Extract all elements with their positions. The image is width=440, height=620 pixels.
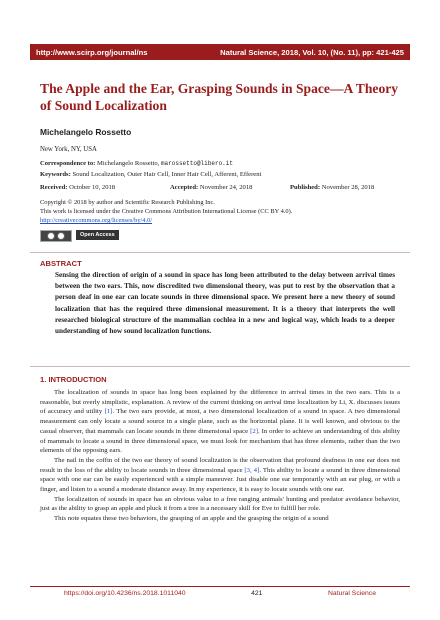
author-name: Michelangelo Rossetto — [40, 127, 132, 137]
correspondence-email[interactable]: marossetto@libero.it — [160, 160, 233, 167]
introduction-body — [40, 388, 400, 524]
journal-url[interactable]: http://www.scirp.org/journal/ns — [36, 47, 148, 57]
paragraph-text: The localization of sounds in space has long been explained by the difference in arrival times in the two ears. This is a reasonable, but overly simplistic, explanation. A review of the current thinking on arrival time localization by Li, X. discusses issues of accuracy and utility — [40, 389, 400, 416]
open-access-badge: Open Access — [76, 230, 119, 240]
journal-header-bar — [30, 44, 410, 60]
paragraph — [40, 456, 400, 495]
received-label: Received: — [40, 184, 68, 191]
journal-name: Natural Science — [328, 590, 376, 597]
keywords-line — [40, 170, 410, 180]
paragraph: This note equates these two behaviors, the grasping of an apple and the grasping the origin of a sound — [54, 515, 329, 523]
license-link[interactable]: http://creativecommons.org/licenses/by/4.0/ — [40, 217, 153, 224]
paragraph-text: . This ability to locate a sound in three dimensional space with one ear can be easily experienced with a simple maneuver. Just disable one ear temporarily with an ear plug, or with a finger, and listen to a sound a moderate distance away. In my experience, it is easy to locate sounds with one ear. — [40, 466, 400, 494]
abstract-heading: ABSTRACT — [40, 259, 82, 268]
abstract-top-rule — [30, 252, 410, 253]
journal-citation: Natural Science, 2018, Vol. 10, (No. 11), pp: 421-425 — [220, 47, 404, 57]
page-number: 421 — [251, 590, 263, 597]
copyright-block — [40, 198, 410, 225]
correspondence-line — [40, 159, 410, 169]
paper-title: The Apple and the Ear, Grasping Sounds in Space—A Theory of Sound Localization — [40, 81, 399, 113]
keywords-value: Sound Localization, Outer Hair Cell, Inner Hair Cell, Afferent, Efferent — [72, 171, 262, 178]
footer-rule — [30, 586, 410, 587]
dates-line — [40, 184, 410, 191]
abstract-bottom-rule — [30, 366, 410, 367]
doi-link[interactable]: https://doi.org/10.4236/ns.2018.1011040 — [64, 590, 186, 597]
author-address: New York, NY, USA — [40, 146, 97, 153]
paragraph-text: The nail in the coffin of the two ear theory of sound localization is the observation that profound deafness in one ear does not result in the loss of the ability to locate sounds in three dimensional space — [40, 456, 400, 474]
license-badges — [40, 230, 119, 242]
accepted-label: Accepted: — [170, 184, 199, 191]
abstract-text: Sensing the direction of origin of a sound in space has long been attributed to the delay between arrival times between the two ears. This, now discredited two dimensional theory, was put to rest by the observation that a person deaf in one ear can locate sounds in three dimensional space. We present here a new theory of sound localization that has the required three dimensional measurement. It is a theory that interprets the well researched biological structure of the mammalian cochlea in a new and logical way, which leads to a deeper understanding of how sound localization functions. — [55, 271, 395, 336]
paragraph-text: . The two ears provide, at most, a two dimensional localization of a sound in space. A two dimensional measurement can only locate a sound source in a single plane, such as the horizontal plane. It is well known, and obvious to the casual observer, that mammals can locate sounds in three dimensional space — [40, 408, 400, 435]
citation-link[interactable]: [3, 4] — [244, 466, 260, 474]
correspondence-name: Michelangelo Rossetto, — [97, 160, 160, 167]
paragraph: The localization of sounds in space has an obvious value to a free ranging animals' hunting and predator avoidance behavior, just as the ability to grasp an apple and pluck it from a tree is a necessary skill for Eve to fulfill her role. — [40, 495, 400, 513]
published-value: November 28, 2018 — [321, 184, 375, 191]
keywords-label: Keywords: — [40, 171, 71, 178]
received-date — [40, 184, 170, 191]
received-value: October 10, 2018 — [69, 184, 116, 191]
published-label: Published: — [290, 184, 321, 191]
published-date — [290, 184, 374, 191]
page-footer — [30, 590, 410, 597]
citation-link[interactable]: [2] — [250, 427, 258, 435]
citation-link[interactable]: [1] — [104, 408, 113, 416]
accepted-value: November 24, 2018 — [199, 184, 253, 191]
accepted-date — [170, 184, 290, 191]
section-heading-introduction: 1. INTRODUCTION — [40, 375, 107, 384]
license-line: This work is licensed under the Creative Commons Attribution International License (CC BY 4.0). — [40, 208, 293, 215]
copyright-line: Copyright © 2018 by author and Scientific Research Publishing Inc. — [40, 199, 215, 206]
paragraph — [40, 388, 400, 456]
cc-by-icon[interactable] — [40, 230, 72, 242]
correspondence-label: Correspondence to: — [40, 160, 96, 167]
paragraph-text: . In order to achieve an understanding of this ability of mammals to locate a sound in three dimensional space, we must look for mechanism that has three elements, rather than the two elements of the opposing ears. — [40, 427, 400, 455]
